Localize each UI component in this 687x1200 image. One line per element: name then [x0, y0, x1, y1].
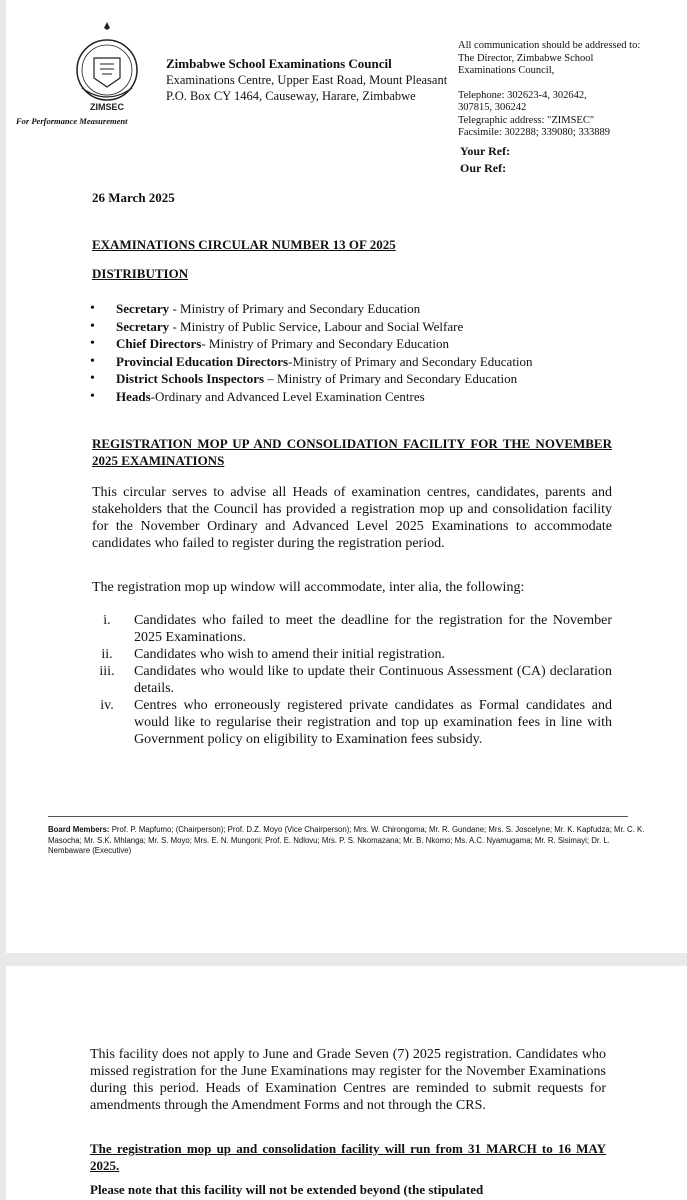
distribution-title: DISTRIBUTION: [92, 266, 189, 281]
circular-date: 26 March 2025: [92, 190, 175, 205]
footer-divider: [48, 816, 628, 817]
list-item: iii. Candidates who would like to update their Continuous Assessment (CA) declaration details.: [99, 664, 612, 696]
circular-number: EXAMINATIONS CIRCULAR NUMBER 13 OF 2025: [92, 237, 396, 252]
list-item: i. Candidates who failed to meet the deadline for the registration for the November 2025 Examinations.: [103, 613, 612, 645]
list-item: • District Schools Inspectors – Ministry of Primary and Secondary Education: [90, 370, 533, 388]
your-ref: Your Ref:: [460, 144, 511, 158]
list-item: • Heads-Ordinary and Advanced Level Examination Centres: [90, 388, 533, 406]
organization-block: [166, 56, 447, 104]
our-ref: Our Ref:: [460, 161, 507, 175]
section-heading: REGISTRATION MOP UP AND CONSOLIDATION FACILITY FOR THE NOVEMBER 2025 EXAMINATIONS: [92, 436, 612, 468]
list-item: • Chief Directors- Ministry of Primary and Secondary Education: [90, 335, 533, 353]
contact-line: Examinations Council,: [458, 65, 555, 76]
contact-line: Telephone: 302623-4, 302642,: [458, 89, 587, 101]
distribution-list: [90, 300, 533, 405]
contact-line: Telegraphic address: "ZIMSEC": [458, 114, 595, 126]
contact-line: 307815, 306242: [458, 102, 527, 113]
address-line-2: P.O. Box CY 1464, Causeway, Harare, Zimbabwe: [166, 89, 416, 103]
intro-paragraph: This circular serves to advise all Heads of examination centres, candidates, parents and stakeholders that the Council has provided a registration mop up and consolidation facility for the November Ordinary and Advanced Level 2025 Examinations to accommodate candidates who failed to register during the registration period.: [92, 485, 612, 551]
board-members: Board Members: Prof. P. Mapfumo; (Chairperson); Prof. D.Z. Moyo (Vice Chairperson); Mrs. W. Chirongoma; Mr. R. Gundane; Mrs. S. Joscelyne; Mr. K. Kapfudza; Mr. C. K. Masocha; Mr. S.K. Mhlanga; Mr. S. Moyo; Mrs. E. N. Mungoni; Prof. E. Ndlovu; Mrs. P. S. Nkomazana; Mr. B. Nkomo; Ms. A.C. Nyamugama; Mr. R. Sisimayi; Dr. L. Nembaware (Executive): [48, 825, 645, 855]
zimsec-logo: [68, 18, 146, 120]
list-item: • Secretary - Ministry of Public Service, Labour and Social Welfare: [90, 318, 533, 336]
extension-note: Please note that this facility will not be extended beyond (the stipulated: [90, 1182, 484, 1197]
contact-line: All communication should be addressed to:: [458, 40, 641, 51]
mop-up-paragraph: The registration mop up window will accommodate, inter alia, the following:: [92, 580, 525, 595]
list-item: • Secretary - Ministry of Primary and Secondary Education: [90, 300, 533, 318]
organization-name: Zimbabwe School Examinations Council: [166, 56, 392, 71]
reference-block: [460, 143, 510, 177]
list-item: iv. Centres who erroneously registered private candidates as Formal candidates and would like to regularise their registration and top up examination fees in line with Government policy on eligibility to Examination fees subsidy.: [100, 698, 612, 747]
list-item: ii. Candidates who wish to amend their initial registration.: [101, 647, 446, 662]
logo-text: ZIMSEC: [89, 102, 125, 112]
contact-line: The Director, Zimbabwe School: [458, 52, 594, 64]
contact-block: [458, 40, 640, 140]
contact-spacer: [458, 78, 640, 90]
facility-dates: The registration mop up and consolidation facility will run from 31 MARCH to 16 MAY 2025.: [90, 1141, 606, 1173]
page-one: [6, 0, 687, 953]
contact-line: Facsimile: 302288; 339080; 333889: [458, 127, 610, 138]
motto: For Performance Measurement: [16, 116, 128, 126]
address-line-1: Examinations Centre, Upper East Road, Mount Pleasant: [166, 73, 448, 87]
list-item: • Provincial Education Directors-Ministry of Primary and Secondary Education: [90, 353, 533, 371]
exclusion-paragraph: This facility does not apply to June and Grade Seven (7) 2025 registration. Candidates who missed registration for the June Examinations may register for the November Examinations during this period. Heads of Examination Centres are reminded to submit requests for amendments through the Amendment Forms and not through the CRS.: [90, 1047, 606, 1113]
eligibility-list: [92, 612, 612, 748]
